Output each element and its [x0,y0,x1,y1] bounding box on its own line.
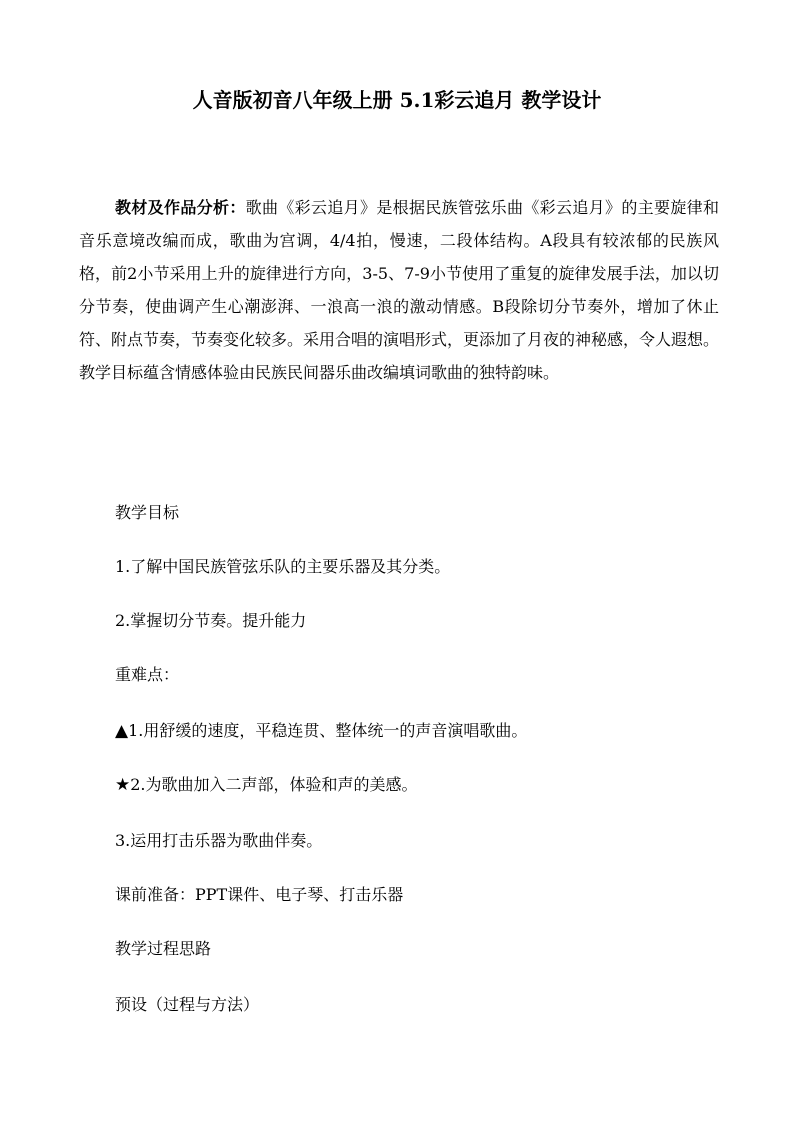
key-point-1-text: 1.用舒缓的速度，平稳连贯、整体统一的声音演唱歌曲。 [128,721,528,740]
key-point-2-text: 2.为歌曲加入二声部，体验和声的美感。 [130,775,418,794]
preset-heading: 预设（过程与方法） [115,995,260,1014]
key-point-1 [115,719,527,743]
document-title: 人音版初音八年级上册 5.1彩云追月 教学设计 [192,88,602,112]
key-point-3: 3.运用打击乐器为歌曲伴奏。 [115,831,323,850]
triangle-icon: ▲ [115,721,129,741]
key-points-heading: 重难点： [115,665,180,684]
star-icon: ★ [115,775,131,795]
analysis-text: 歌曲《彩云追月》是根据民族管弦乐曲《彩云追月》的主要旋律和音乐意境改编而成，歌曲为宫调，4/4拍，慢速，二段体结构。A段具有较浓郁的民族风格，前2小节采用上升的旋律进行方向，3-5、7-9小节使用了重复的旋律发展手法，加以切分节奏，使曲调产生心潮澎湃、一浪高一浪的激动情感。B段除切分节奏外，增加了休止符、附点节奏，节奏变化较多。采用合唱的演唱形式，更添加了月夜的神秘感，令人遐想。教学目标蕴含情感体验由民族民间器乐曲改编填词歌曲的独特韵味。 [79,198,720,382]
analysis-paragraph [79,191,719,471]
goal-item-1: 1.了解中国民族管弦乐队的主要乐器及其分类。 [115,557,451,576]
process-heading: 教学过程思路 [115,939,212,958]
preparation-line: 课前准备：PPT课件、电子琴、打击乐器 [115,885,404,904]
key-point-2 [115,773,418,797]
goals-heading: 教学目标 [115,503,180,522]
goal-item-2: 2.掌握切分节奏。提升能力 [115,611,307,630]
analysis-lead: 教材及作品分析： [115,198,246,217]
